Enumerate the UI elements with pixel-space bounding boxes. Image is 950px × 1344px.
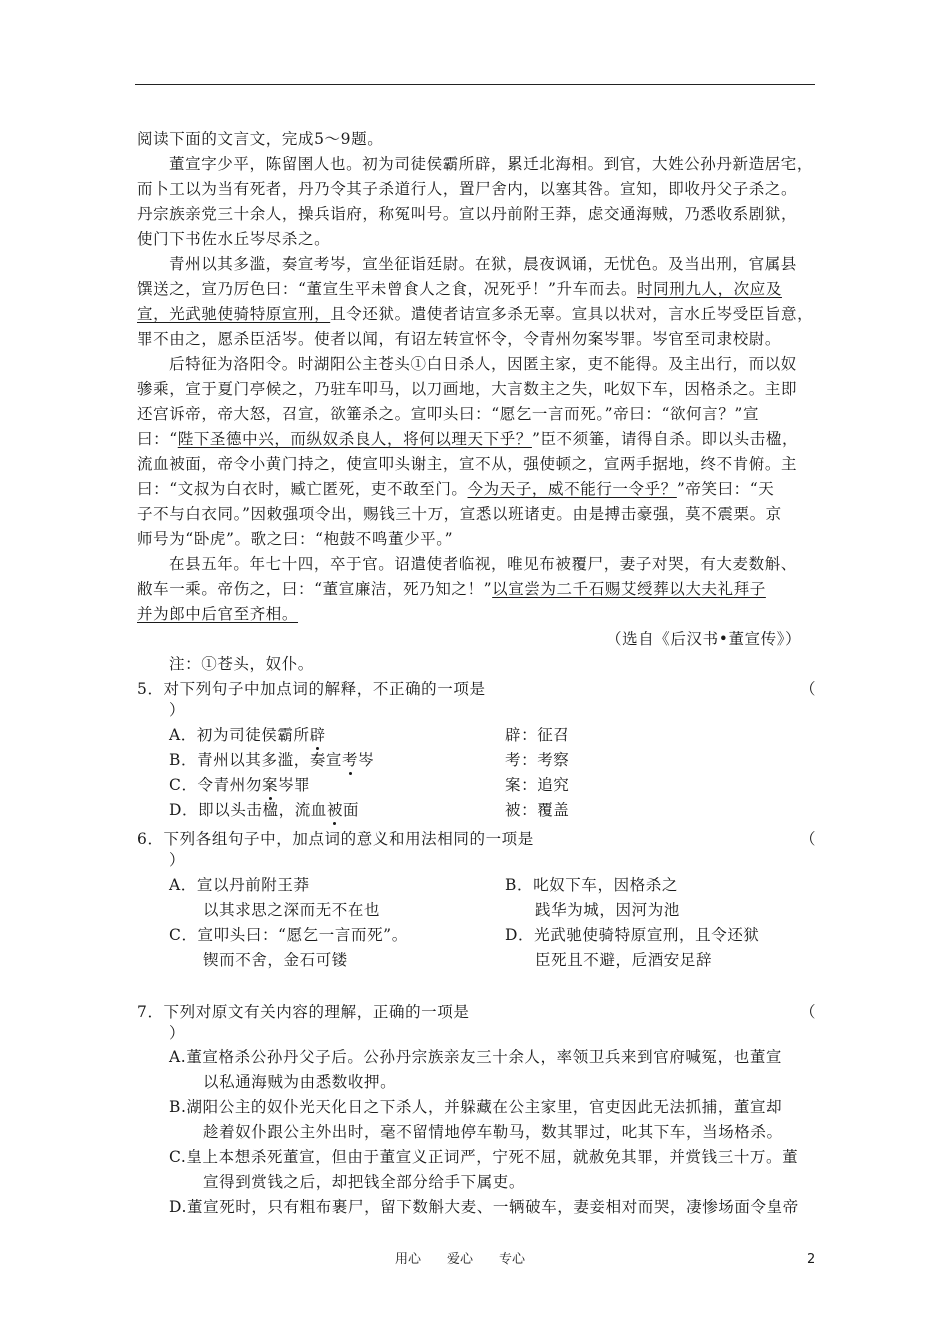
- instruction: 阅读下面的文言文，完成5～9题。: [137, 130, 384, 148]
- dotted-word: 案: [261, 776, 279, 794]
- q7-option-b-cont: 趁着奴仆跟公主外出时，毫不留情地停车勒马，数其罪过，叱其下车，当场格杀。: [203, 1123, 783, 1141]
- passage-text: 曰：“文叔为白衣时，臧亡匿死，吏不敢至门。: [137, 480, 468, 498]
- q5-option-c-meaning: 案：追究: [505, 776, 570, 794]
- option-text: 岑罪: [278, 776, 311, 794]
- q7-option-a-cont: 以私通海贼为由悉数收押。: [203, 1073, 397, 1091]
- option-text: B．青州以其多滥，奏宣: [169, 751, 342, 769]
- q6-option-b[interactable]: B．叱奴下车，因格杀之: [505, 876, 678, 894]
- q5-option-a-meaning: 辟：征召: [505, 726, 570, 744]
- passage-line: [137, 604, 298, 624]
- dotted-word: 被: [326, 801, 344, 819]
- option-text: 岑: [358, 751, 375, 769]
- passage-text: 敝车一乘。帝伤之，曰：“董宣廉洁，死乃知之！”: [137, 580, 493, 598]
- underlined-sentence: 并为郎中后官至齐相。: [137, 605, 299, 623]
- question-7-stem: 7．下列对原文有关内容的理解，正确的一项是: [137, 1003, 470, 1021]
- q5-option-c[interactable]: [169, 775, 310, 795]
- passage-text: ”臣不须箠，请得自杀。即以头击楹，: [531, 430, 799, 448]
- answer-paren-open: （: [800, 1003, 816, 1021]
- q7-option-d[interactable]: D.董宣死时，只有粗布裹尸，留下数斛大麦、一辆破车，妻妾相对而哭，凄惨场面令皇帝: [169, 1198, 799, 1216]
- passage-line: 丹宗族亲党三十余人，操兵诣府，称冤叫号。宣以丹前附王莽，虑交通海贼，乃悉收系剧狱，: [137, 205, 798, 223]
- passage-line: 还宫诉帝，帝大怒，召宣，欲箠杀之。宣叩头曰：“愿乞一言而死。”帝曰：“欲何言？”宣: [137, 405, 760, 423]
- passage-line: [137, 579, 766, 599]
- passage-line: [137, 279, 782, 299]
- q5-option-b[interactable]: [169, 750, 374, 770]
- passage-line: 在县五年。年七十四，卒于官。诏遣使者临视，唯见布被覆尸，妻子对哭，有大麦数斛、: [169, 555, 797, 573]
- q6-option-a-pair: 以其求思之深而无不在也: [203, 901, 381, 919]
- footnote: 注：①苍头，奴仆。: [169, 655, 314, 673]
- passage-text: ”帝笑曰：“天: [676, 480, 775, 498]
- underlined-sentence: 陛下圣德中兴，而纵奴杀良人，将何以理天下乎？: [177, 430, 532, 448]
- passage-line: 后特征为洛阳令。时湖阳公主苍头①白日杀人，因匿主家，吏不能得。及主出行，而以奴: [169, 355, 797, 373]
- option-text: D．即以头击楹，流血: [169, 801, 327, 819]
- q6-option-c-pair: 锲而不舍，金石可镂: [203, 951, 348, 969]
- passage-text: 曰：“: [137, 430, 178, 448]
- footer-mid: 爱心: [447, 1252, 474, 1267]
- option-text: C．令青州勿: [169, 776, 262, 794]
- passage-line: [137, 304, 813, 324]
- passage-line: [137, 479, 774, 499]
- underlined-sentence: 宣，光武驰使骑特原宣刑，: [137, 305, 331, 323]
- q6-option-b-pair: 践华为城，因河为池: [535, 901, 680, 919]
- answer-paren-close: ）: [169, 701, 186, 719]
- answer-paren-open: （: [800, 680, 816, 698]
- source-citation: （选自《后汉书•董宣传》）: [606, 630, 802, 648]
- answer-paren-close: ）: [169, 1024, 186, 1042]
- answer-paren-close: ）: [169, 851, 186, 869]
- q7-option-b[interactable]: B.湖阳公主的奴仆光天化日之下杀人，并躲藏在公主家里，官吏因此无法抓捕，董宣却: [169, 1098, 783, 1116]
- dotted-word: 考: [342, 751, 359, 769]
- question-6-stem: 6．下列各组句子中，加点词的意义和用法相同的一项是: [137, 830, 534, 848]
- passage-text: 馔送之，宣乃厉色曰：“董宣生平未曾食人之食，况死乎！”升车而去。: [137, 280, 638, 298]
- question-5-stem: 5．对下列句子中加点词的解释，不正确的一项是: [137, 680, 486, 698]
- header-rule: [135, 84, 815, 85]
- footer-left: 用心: [395, 1252, 422, 1267]
- q5-option-a[interactable]: [169, 725, 326, 745]
- option-text: A．初为司徒侯霸所: [169, 726, 310, 744]
- underlined-sentence: 今为天子，威不能行一令乎？: [467, 480, 677, 498]
- q7-option-c[interactable]: C.皇上本想杀死董宣，但由于董宣义正词严，宁死不屈，就赦免其罪，并赏钱三十万。董: [169, 1148, 799, 1166]
- page-number: 2: [807, 1252, 816, 1267]
- q7-option-a[interactable]: A.董宣格杀公孙丹父子后。公孙丹宗族亲友三十余人，率领卫兵来到官府喊冤，也董宣: [169, 1048, 783, 1066]
- passage-line: [137, 429, 798, 449]
- dotted-word: 辟: [309, 726, 326, 744]
- q5-option-d[interactable]: [169, 800, 359, 820]
- passage-line: 罪不由之，愿杀臣活岑。使者以闻，有诏左转宣怀令，令青州勿案岑罪。岑官至司隶校尉。: [137, 330, 782, 348]
- q6-option-d-pair: 臣死且不避，卮酒安足辞: [535, 951, 713, 969]
- q5-option-d-meaning: 被：覆盖: [505, 801, 570, 819]
- q6-option-a[interactable]: A．宣以丹前附王莽: [169, 876, 310, 894]
- q5-option-b-meaning: 考：考察: [505, 751, 570, 769]
- passage-line: 董宣字少平，陈留圉人也。初为司徒侯霸所辟，累迁北海相。到官，大姓公孙丹新造居宅，: [169, 155, 814, 173]
- passage-line: 青州以其多滥，奏宣考岑，宣坐征诣廷尉。在狱，晨夜讽诵，无忧色。及当出刑，官属县: [169, 255, 797, 273]
- passage-line: 师号为“卧虎”。歌之曰：“枹鼓不鸣董少平。”: [137, 530, 454, 548]
- footer-right: 专心: [499, 1252, 526, 1267]
- underlined-sentence: 以宣尝为二千石赐艾绶葬以大夫礼拜子: [492, 580, 766, 598]
- passage-line: 骖乘，宣于夏门亭候之，乃驻车叩马，以刀画地，大言数主之失，叱奴下车，因格杀之。主即: [137, 380, 798, 398]
- passage-line: 流血被面，帝令小黄门持之，使宣叩头谢主，宣不从，强使顿之，宣两手据地，终不肯俯。主: [137, 455, 798, 473]
- answer-paren-open: （: [800, 830, 816, 848]
- passage-text: 且令还狱。遣使者诘宣多杀无辜。宣具以状对，言水丘岑受臣旨意，: [330, 305, 814, 323]
- passage-line: 而卜工以为当有死者，丹乃令其子杀道行人，置尸舍内，以塞其咎。宣知，即收丹父子杀之。: [137, 180, 798, 198]
- q6-option-c[interactable]: C．宣叩头曰：“愿乞一言而死”。: [169, 926, 408, 944]
- passage-line: 使门下书佐水丘岑尽杀之。: [137, 230, 331, 248]
- q6-option-d[interactable]: D．光武驰使骑特原宣刑，且令还狱: [505, 926, 760, 944]
- option-text: 面: [343, 801, 360, 819]
- underlined-sentence: 时同刑九人，次应及: [637, 280, 782, 298]
- q7-option-c-cont: 宣得到赏钱之后，却把钱全部分给手下属吏。: [203, 1173, 526, 1191]
- passage-line: 子不与白衣同。”因敕强项令出，赐钱三十万，宣悉以班诸吏。由是搏击豪强，莫不震栗。京: [137, 505, 782, 523]
